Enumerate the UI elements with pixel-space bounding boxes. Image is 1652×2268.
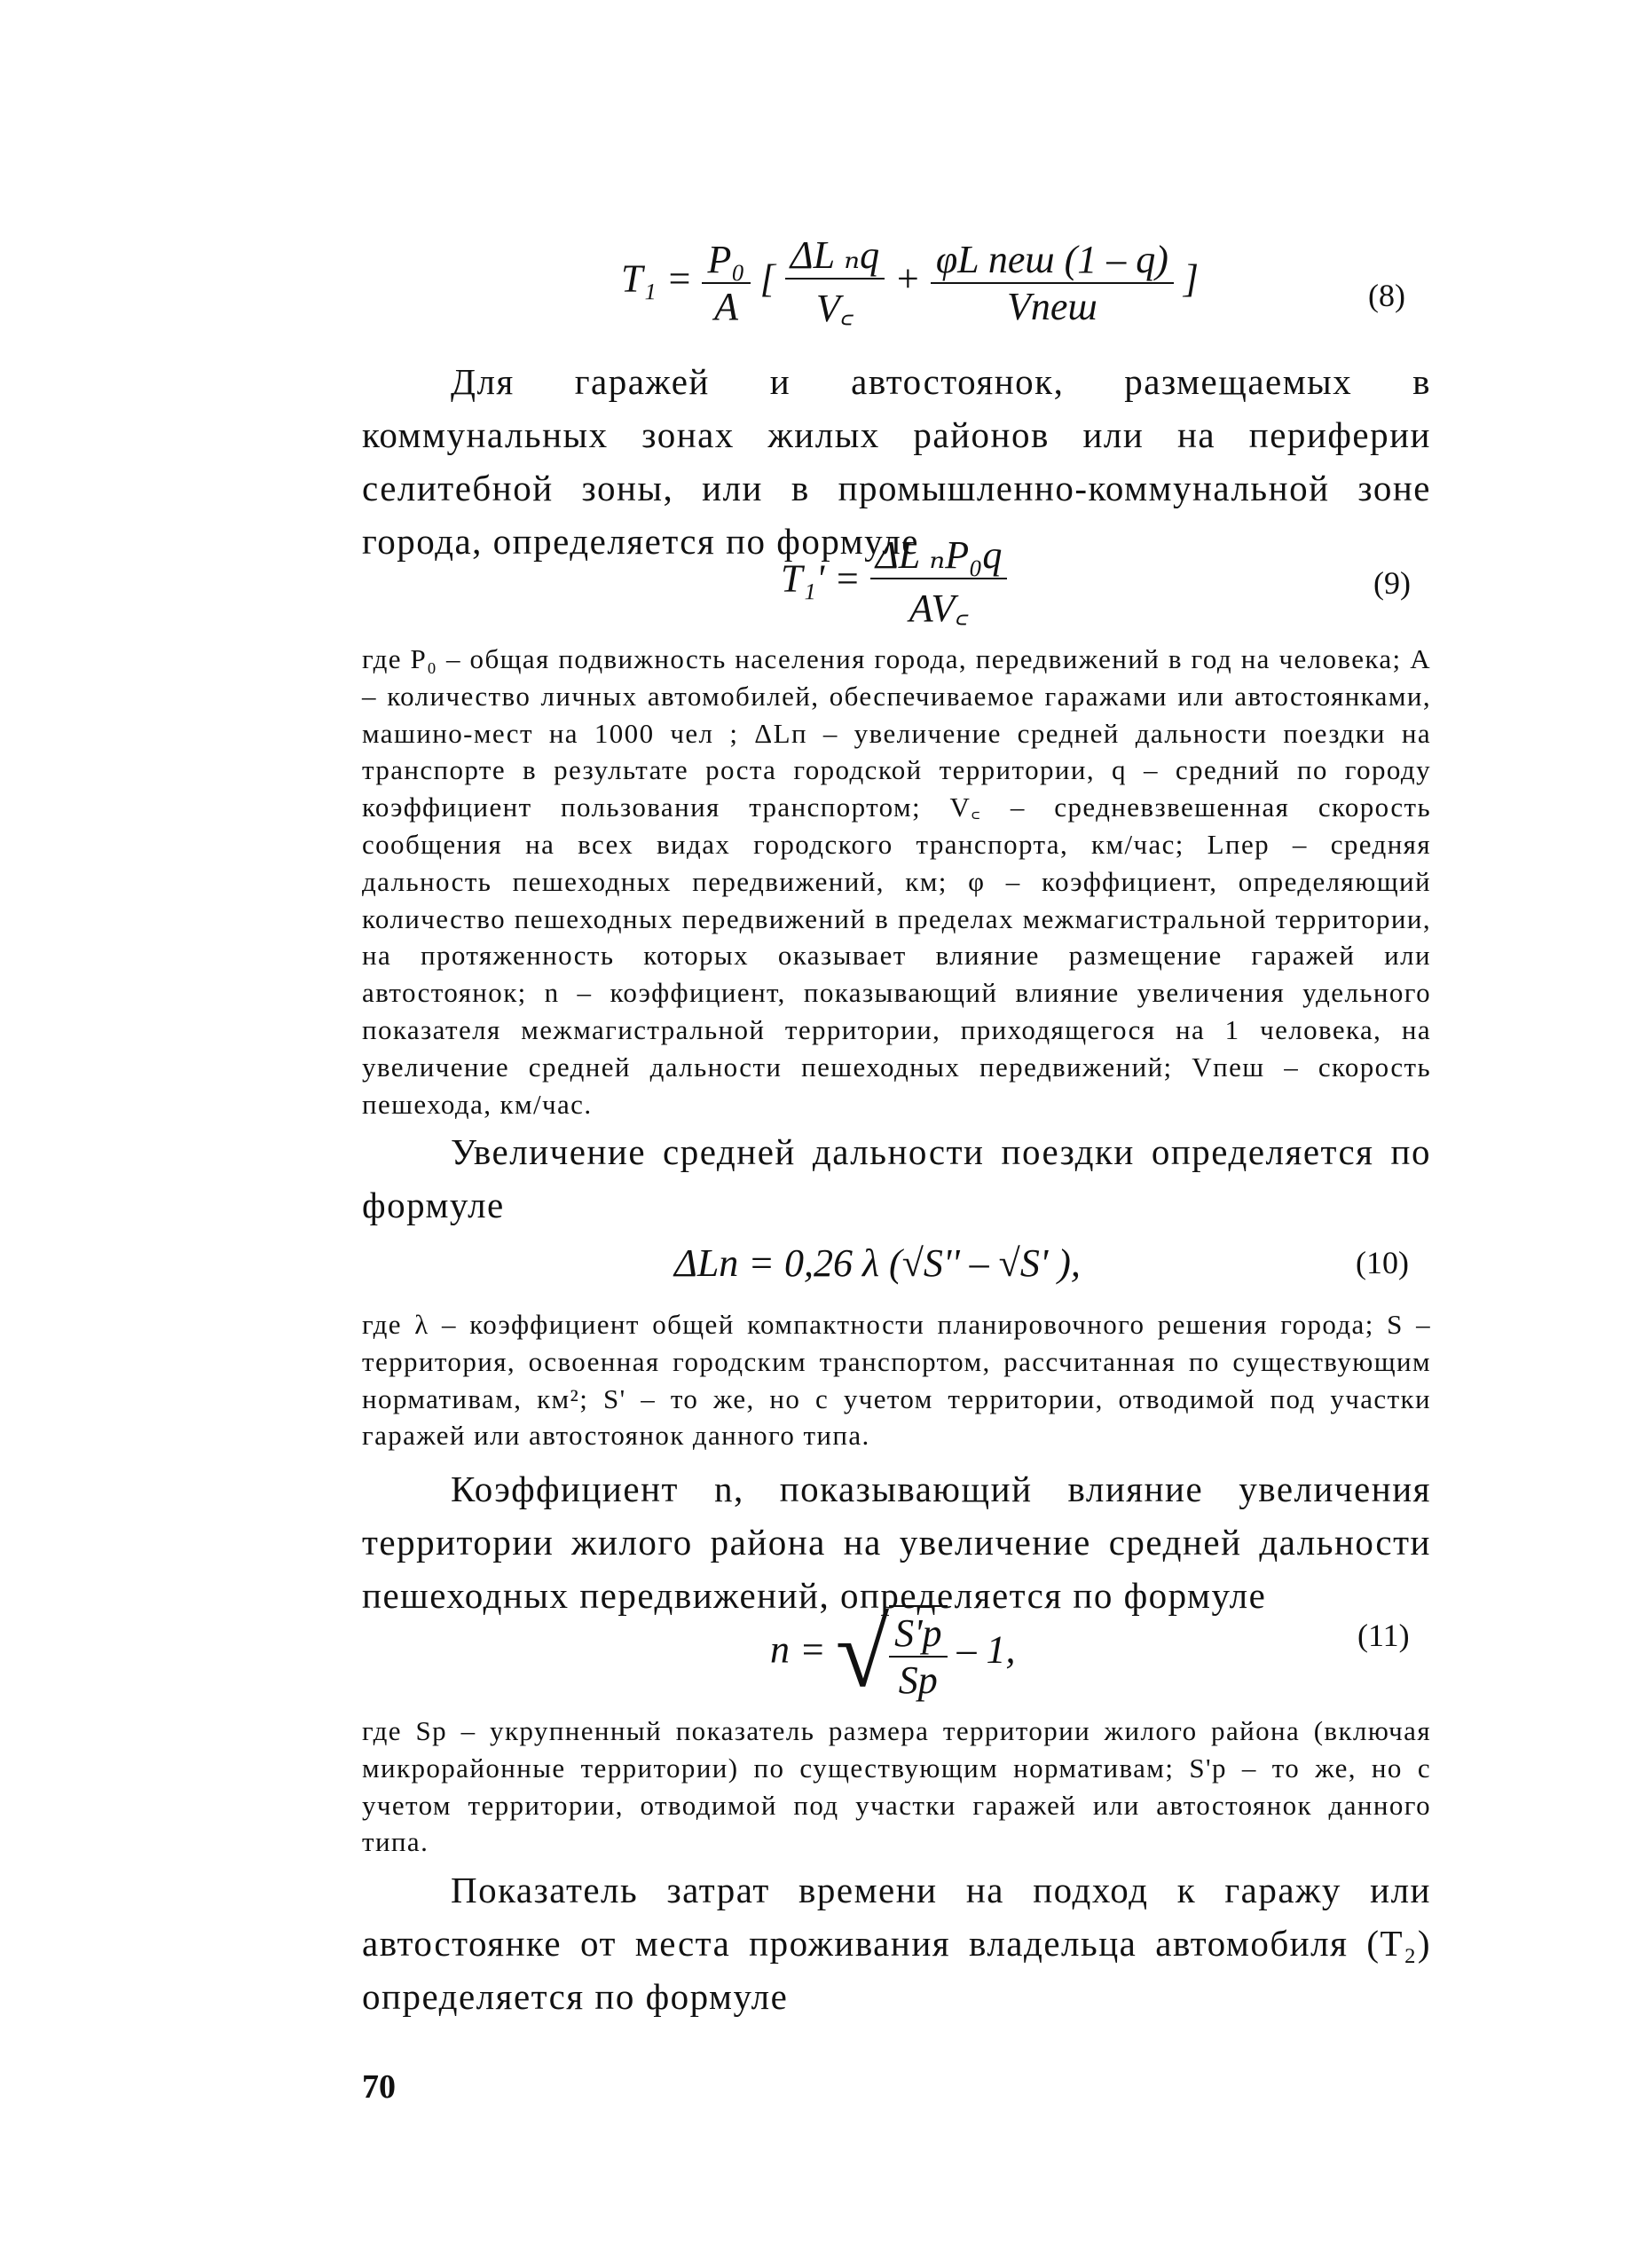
formula-11-tail: – 1, [956, 1627, 1016, 1672]
formula-11-radicand [889, 1605, 947, 1703]
formula-8-frac1-denominator: A [702, 282, 750, 329]
definitions-variables-1: где P₀ – общая подвижность населения города, передвижений в год на человека; A – количество личных автомобилей, обеспечиваемое гаражами или автостоянками, машино-мест на 1000 чел ; ΔLп – увеличение средней дальности поездки на транспорте в результате роста городской территории, q – средний по городу коэффициент пользования транспортом; V꜀ – средневзвешенная скорость сообщения на всех видах городского транспорта, км/час; Lпер – средняя дальность пешеходных передвижений, км; φ – коэффициент, определяющий количество пешеходных передвижений в пределах межмагистральной территории, на протяженность которых оказывает влияние размещение гаражей или автостоянок; n – коэффициент, показывающий влияние увеличения удельного показателя межмагистральной территории, приходящегося на 1 человека, на увеличение средней дальности пешеходных передвижений; Vпеш – скорость пешехода, км/час. [362, 643, 1431, 1120]
formula-8-bracket-close: ] [1183, 256, 1200, 301]
equation-number-9: (9) [1373, 565, 1411, 601]
formula-8-frac1-numerator: P₀ [707, 237, 745, 281]
formula-8-bracket-open: [ [759, 256, 775, 301]
square-root-icon: √ [835, 1599, 890, 1707]
equation-number-8: (8) [1368, 278, 1405, 313]
formula-11-fraction [889, 1610, 947, 1703]
formula-8-frac3-numerator: φL пеш (1 – q) [935, 237, 1168, 281]
formula-8-fraction-2 [785, 232, 885, 333]
definitions-variables-2: где λ – коэффициент общей компактности планировочного решения города; S – территория, освоенная городским транспортом, рассчитанная по существующим нормативам, км²; S' – то же, но с учетом территории, отводимой под участки гаражей или автостоянок данного типа. [362, 1309, 1431, 1452]
formula-10: ΔLп = 0,26 λ (√S'' – √S' ), [674, 1241, 1081, 1285]
formula-11-lhs: n = [770, 1627, 826, 1672]
formula-11 [770, 1597, 1016, 1710]
formula-8-frac2-numerator: ΔL ₙq [790, 233, 880, 277]
formula-8-frac2-denominator: V꜀ [785, 278, 885, 333]
formula-9 [781, 532, 1007, 633]
formula-9-lhs: T₁' = [781, 556, 861, 601]
formula-8-plus: + [894, 256, 921, 301]
formula-8-fraction-1 [702, 237, 750, 329]
paragraph-garages-communal: Для гаражей и автостоянок, размещаемых в коммунальных зонах жилых районов или на периферии селитебной зоны, или в промышленно-коммунальной зоне города, определяется по формуле [362, 361, 1431, 562]
definitions-variables-3: где Sр – укрупненный показатель размера территории жилого района (включая микрорайонные территории) по существующим нормативам; S'р – то же, но с учетом территории, отводимой под участки гаражей или автостоянок данного типа. [362, 1715, 1431, 1858]
page-number: 70 [362, 2068, 396, 2106]
formula-8-fraction-3 [931, 237, 1174, 329]
formula-8 [621, 232, 1199, 333]
paragraph-trip-distance: Увеличение средней дальности поездки определяется по формуле [362, 1131, 1431, 1225]
paragraph-walking-time: Показатель затрат времени на подход к гаражу или автостоянке от места проживания владельца автомобиля (T₂) определяется по формуле [362, 1870, 1431, 2017]
paragraph-coefficient-n: Коэффициент n, показывающий влияние увеличения территории жилого района на увеличение средней дальности пешеходных передвижений, определяется по формуле [362, 1469, 1431, 1616]
formula-11-denominator: Sр [889, 1656, 947, 1703]
formula-11-numerator: S'р [894, 1610, 942, 1655]
formula-9-denominator: AV꜀ [870, 578, 1008, 633]
formula-8-frac3-denominator: Vпеш [931, 282, 1174, 329]
formula-8-lhs: T₁ = [621, 256, 693, 301]
equation-number-11: (11) [1357, 1618, 1410, 1653]
equation-number-10: (10) [1356, 1245, 1409, 1280]
formula-9-numerator: ΔL ₙP₀q [875, 533, 1003, 577]
formula-9-fraction [870, 532, 1008, 633]
